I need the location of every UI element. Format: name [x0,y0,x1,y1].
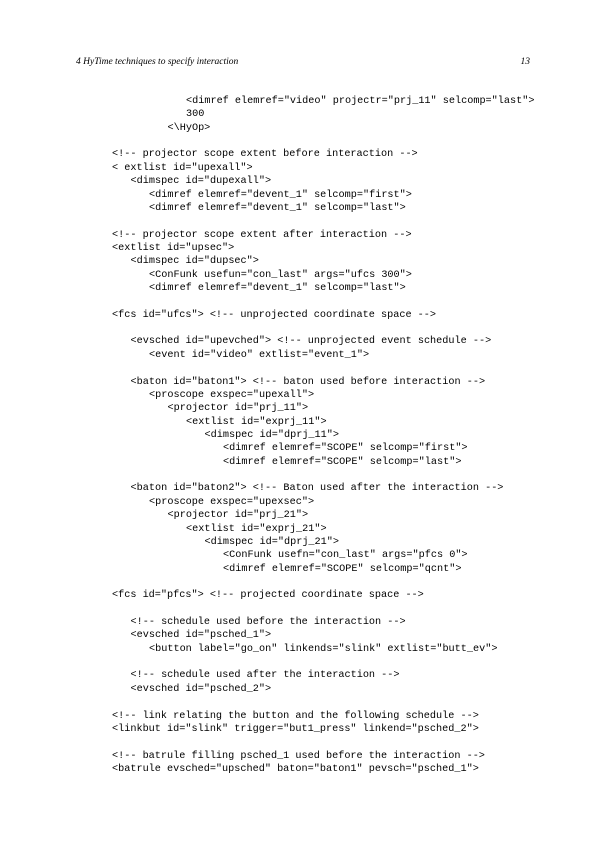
code-line: <dimref elemref="SCOPE" selcomp="last"> [223,456,462,468]
code-line: <baton id="baton2"> <!-- Baton used after the interaction --> [130,483,504,495]
code-line: <dimref elemref="SCOPE" selcomp="first"> [223,443,468,455]
section-title: 4 HyTime techniques to specify interaction [76,57,239,67]
code-line: <dimref elemref="SCOPE" selcomp="qcnt"> [223,563,462,575]
code-line: <dimref elemref="devent_1" selcomp="last"> [149,283,406,295]
code-line: <dimspec id="dprj_21"> [204,536,339,548]
code-line: <dimref elemref="devent_1" selcomp="last"> [149,202,406,214]
code-line: < extlist id="upexall"> [112,162,253,174]
code-line: <projector id="prj_21"> [167,510,309,522]
code-line: <proscope exspec="upexsec"> [149,496,315,508]
code-line: <ConFunk usefn="con_last" args="pfcs 0"> [223,550,468,562]
code-line: <dimref elemref="video" projectr="prj_11" selcomp="last"> [186,96,535,107]
code-line: <dimref elemref="devent_1" selcomp="first"> [149,189,412,201]
code-line: <\HyOp> [167,122,211,134]
code-line: <!-- link relating the button and the following schedule --> [112,710,479,722]
code-line: <baton id="baton1"> <!-- baton used before interaction --> [130,376,486,388]
code-line: <!-- schedule used before the interaction --> [130,617,406,629]
code-line: <fcs id="ufcs"> <!-- unprojected coordinate space --> [112,309,437,321]
code-line: <dimspec id="dprj_11"> [204,430,339,441]
code-line: <event id="video" extlist="event_1"> [149,349,370,361]
code-line: <proscope exspec="upexall"> [149,389,315,401]
code-line: <extlist id="exprj_21"> [186,523,327,535]
running-header [76,55,530,69]
code-line: <evsched id="psched_2"> [130,683,272,695]
code-line: <dimspec id="dupsec"> [130,256,259,268]
code-line: <!-- schedule used after the interaction --> [130,670,400,682]
code-line: <projector id="prj_11"> [167,403,309,415]
code-line: <extlist id="upsec"> [112,242,235,254]
code-line: <ConFunk usefun="con_last" args="ufcs 300"> [149,269,412,281]
code-line: <evsched id="psched_1"> [130,630,272,642]
page-number: 13 [520,57,530,67]
code-line: <!-- projector scope extent before interaction --> [112,149,418,161]
code-line: <fcs id="pfcs"> <!-- projected coordinate space --> [112,590,424,602]
code-line: 300 [186,109,205,121]
code-line: <extlist id="exprj_11"> [186,416,327,428]
code-line: <!-- batrule filling psched_1 used before the interaction --> [112,750,485,762]
code-line: <evsched id="upevched"> <!-- unprojected event schedule --> [130,336,492,348]
code-line: <button label="go_on" linkends="slink" extlist="butt_ev"> [149,643,498,655]
code-line: <linkbut id="slink" trigger="but1_press" linkend="psched_2"> [112,723,479,735]
code-line: <!-- projector scope extent after interaction --> [112,229,412,241]
code-line: <dimspec id="dupexall"> [130,176,272,188]
code-line: <batrule evsched="upsched" baton="baton1" pevsch="psched_1"> [112,764,479,775]
